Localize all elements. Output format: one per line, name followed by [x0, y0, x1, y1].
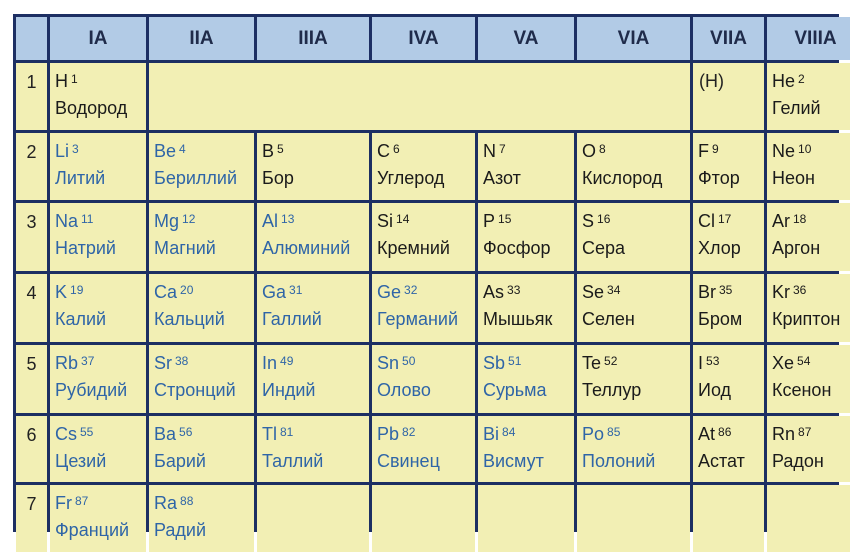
element-cell-f	[693, 133, 764, 200]
atomic-number: 20	[180, 283, 194, 297]
element-name: Индий	[262, 380, 316, 400]
atomic-number: 3	[72, 142, 79, 156]
element-symbol: Sb	[483, 353, 506, 373]
element-name: Калий	[55, 309, 107, 329]
element-symbol-line	[154, 423, 254, 445]
element-symbol-line	[154, 352, 254, 374]
atomic-number: 4	[179, 142, 186, 156]
element-symbol: Mg	[154, 211, 180, 231]
element-symbol: Ra	[154, 493, 178, 513]
element-cell-se	[577, 274, 690, 342]
element-symbol-line	[55, 492, 146, 514]
element-name: Галлий	[262, 309, 322, 329]
element-cell-al	[257, 203, 369, 271]
element-symbol: He	[772, 71, 796, 91]
period-number: 5	[16, 345, 47, 413]
atomic-number: 11	[81, 212, 94, 226]
element-symbol-line	[262, 423, 369, 445]
element-symbol-line	[377, 140, 475, 162]
group-header: VIIA	[693, 17, 764, 60]
atomic-number: 54	[797, 354, 811, 368]
element-symbol-line	[262, 352, 369, 374]
element-symbol-line	[698, 210, 764, 232]
element-symbol-line	[698, 352, 764, 374]
element-symbol-line	[772, 352, 850, 374]
element-name: Бром	[698, 309, 743, 329]
element-cell-na	[50, 203, 146, 271]
element-name: Кальций	[154, 309, 225, 329]
element-symbol-line	[377, 210, 475, 232]
atomic-number: 35	[719, 283, 733, 297]
element-cell-bi	[478, 416, 574, 482]
element-cell-xe	[767, 345, 850, 413]
element-cell-ra	[149, 485, 254, 552]
empty-cell	[257, 485, 369, 552]
element-name: Полоний	[582, 451, 656, 471]
element-cell-cl	[693, 203, 764, 271]
element-symbol: Fr	[55, 493, 72, 513]
element-name: Аргон	[772, 238, 821, 258]
element-symbol: Cs	[55, 424, 77, 444]
element-symbol-line	[262, 140, 369, 162]
element-name: Азот	[483, 168, 521, 188]
atomic-number: 18	[793, 212, 807, 226]
element-name: Криптон	[772, 309, 841, 329]
element-cell-rn	[767, 416, 850, 482]
element-name: Бор	[262, 168, 294, 188]
element-symbol: Sr	[154, 353, 172, 373]
atomic-number: 7	[499, 142, 506, 156]
element-name: Литий	[55, 168, 106, 188]
element-cell-fr	[50, 485, 146, 552]
element-symbol: Ne	[772, 141, 796, 161]
element-symbol: H	[55, 71, 68, 91]
atomic-number: 19	[70, 283, 84, 297]
element-cell-i	[693, 345, 764, 413]
element-symbol: P	[483, 211, 496, 231]
atomic-number: 86	[718, 425, 732, 439]
element-cell-sr	[149, 345, 254, 413]
element-symbol-line	[55, 352, 146, 374]
element-symbol-line	[377, 281, 475, 303]
element-cell-pb	[372, 416, 475, 482]
group-header: IIA	[149, 17, 254, 60]
atomic-number: 16	[597, 212, 611, 226]
element-symbol-line	[582, 140, 690, 162]
element-symbol: C	[377, 141, 390, 161]
element-symbol: Ga	[262, 282, 287, 302]
element-name: Барий	[154, 451, 206, 471]
atomic-number: 6	[393, 142, 400, 156]
element-name: Таллий	[262, 451, 324, 471]
atomic-number: 36	[793, 283, 807, 297]
element-name: Магний	[154, 238, 216, 258]
empty-cell	[693, 485, 764, 552]
element-name: Франций	[55, 520, 130, 540]
element-cell-b	[257, 133, 369, 200]
period-number: 4	[16, 274, 47, 342]
element-name: Натрий	[55, 238, 116, 258]
header-corner	[16, 17, 47, 60]
element-cell-be	[149, 133, 254, 200]
element-cell-li	[50, 133, 146, 200]
atomic-number: 13	[281, 212, 295, 226]
periodic-table	[13, 14, 841, 540]
element-cell-kr	[767, 274, 850, 342]
atomic-number: 53	[706, 354, 720, 368]
element-symbol-line	[582, 281, 690, 303]
empty-cell	[577, 485, 690, 552]
atomic-number: 33	[507, 283, 521, 297]
element-symbol-line	[582, 423, 690, 445]
element-symbol: F	[698, 141, 709, 161]
element-cell-ca	[149, 274, 254, 342]
element-name: Свинец	[377, 451, 440, 471]
element-name: Астат	[698, 451, 745, 471]
element-symbol: Si	[377, 211, 394, 231]
element-symbol-line	[154, 210, 254, 232]
element-cell-ga	[257, 274, 369, 342]
empty-cell	[149, 63, 690, 130]
element-cell-as	[478, 274, 574, 342]
element-symbol: Br	[698, 282, 716, 302]
element-symbol-line	[483, 210, 574, 232]
period-number: 1	[16, 63, 47, 130]
element-symbol: Xe	[772, 353, 795, 373]
period-number: 2	[16, 133, 47, 200]
element-name: Фосфор	[483, 238, 551, 258]
element-cell-si	[372, 203, 475, 271]
element-symbol-line	[772, 140, 850, 162]
element-symbol-line	[582, 210, 690, 232]
atomic-number: 9	[712, 142, 719, 156]
element-symbol-line	[772, 423, 850, 445]
element-symbol: Rn	[772, 424, 796, 444]
element-symbol-line	[154, 492, 254, 514]
atomic-number: 2	[798, 72, 805, 86]
atomic-number: 88	[180, 494, 194, 508]
atomic-number: 51	[508, 354, 522, 368]
element-name: Теллур	[582, 380, 642, 400]
element-symbol: At	[698, 424, 716, 444]
atomic-number: 52	[604, 354, 618, 368]
element-symbol-line	[55, 70, 146, 92]
atomic-number: 87	[75, 494, 89, 508]
period-number: 3	[16, 203, 47, 271]
element-name: Углерод	[377, 168, 445, 188]
element-name: Водород	[55, 98, 128, 118]
element-cell-he	[767, 63, 850, 130]
atomic-number: 55	[80, 425, 94, 439]
element-symbol-line	[483, 140, 574, 162]
group-header: VIIIA	[767, 17, 850, 60]
period-number: 7	[16, 485, 47, 552]
element-name: Сера	[582, 238, 626, 258]
element-cell-sb	[478, 345, 574, 413]
atomic-number: 34	[607, 283, 621, 297]
element-name: Кислород	[582, 168, 663, 188]
element-symbol-line	[55, 423, 146, 445]
element-symbol-line	[698, 423, 764, 445]
element-name: Олово	[377, 380, 431, 400]
atomic-number: 15	[498, 212, 512, 226]
element-cell-o	[577, 133, 690, 200]
element-symbol-line	[55, 281, 146, 303]
element-symbol: I	[698, 353, 704, 373]
element-cell-k	[50, 274, 146, 342]
atomic-number: 84	[502, 425, 516, 439]
atomic-number: 32	[404, 283, 418, 297]
element-cell-te	[577, 345, 690, 413]
atomic-number: 10	[798, 142, 812, 156]
element-cell-at	[693, 416, 764, 482]
group-header: IVA	[372, 17, 475, 60]
element-symbol: Cl	[698, 211, 715, 231]
atomic-number: 12	[182, 212, 196, 226]
atomic-number: 85	[607, 425, 621, 439]
period-number: 6	[16, 416, 47, 482]
element-name: Хлор	[698, 238, 741, 258]
atomic-number: 87	[798, 425, 812, 439]
element-name: Алюминий	[262, 238, 351, 258]
atomic-number: 8	[599, 142, 606, 156]
element-symbol-line	[262, 210, 369, 232]
element-symbol-line	[582, 352, 690, 374]
element-symbol-line	[698, 140, 764, 162]
element-symbol-line	[154, 140, 254, 162]
element-cell-h-group7	[693, 63, 764, 130]
empty-cell	[478, 485, 574, 552]
element-symbol: Al	[262, 211, 279, 231]
element-name: Рубидий	[55, 380, 128, 400]
element-symbol: K	[55, 282, 68, 302]
element-cell-p	[478, 203, 574, 271]
element-name: Цезий	[55, 451, 107, 471]
element-name: Кремний	[377, 238, 450, 258]
atomic-number: 5	[277, 142, 284, 156]
element-cell-mg	[149, 203, 254, 271]
empty-cell	[767, 485, 850, 552]
element-name: Бериллий	[154, 168, 238, 188]
hydrogen-in-group-label: (H)	[699, 71, 724, 91]
element-symbol-line	[772, 281, 850, 303]
group-header: IIIA	[257, 17, 369, 60]
element-name: Иод	[698, 380, 732, 400]
element-name: Германий	[377, 309, 458, 329]
element-symbol-line	[483, 352, 574, 374]
element-symbol: As	[483, 282, 505, 302]
element-name: Неон	[772, 168, 815, 188]
element-cell-ne	[767, 133, 850, 200]
element-symbol-line	[772, 210, 850, 232]
element-symbol-line	[55, 210, 146, 232]
element-cell-c	[372, 133, 475, 200]
element-cell-ge	[372, 274, 475, 342]
element-symbol-line	[483, 423, 574, 445]
element-symbol: Na	[55, 211, 79, 231]
element-symbol: Ca	[154, 282, 178, 302]
atomic-number: 50	[402, 354, 416, 368]
element-symbol: Se	[582, 282, 605, 302]
element-cell-sn	[372, 345, 475, 413]
element-symbol: Li	[55, 141, 70, 161]
group-header: VIA	[577, 17, 690, 60]
element-name: Висмут	[483, 451, 544, 471]
element-cell-br	[693, 274, 764, 342]
element-cell-tl	[257, 416, 369, 482]
atomic-number: 56	[179, 425, 193, 439]
element-cell-s	[577, 203, 690, 271]
element-symbol: Be	[154, 141, 177, 161]
element-symbol: O	[582, 141, 597, 161]
element-cell-cs	[50, 416, 146, 482]
atomic-number: 17	[718, 212, 732, 226]
element-name: Сурьма	[483, 380, 547, 400]
element-symbol: Ar	[772, 211, 790, 231]
element-symbol-line	[772, 70, 850, 92]
element-symbol: Te	[582, 353, 602, 373]
element-symbol: Ba	[154, 424, 177, 444]
element-name: Мышьяк	[483, 309, 553, 329]
element-symbol: B	[262, 141, 275, 161]
element-name: Стронций	[154, 380, 236, 400]
element-symbol-line	[483, 281, 574, 303]
atomic-number: 82	[402, 425, 416, 439]
atomic-number: 38	[175, 354, 189, 368]
element-symbol-line	[55, 140, 146, 162]
element-cell-ar	[767, 203, 850, 271]
element-symbol-line	[698, 281, 764, 303]
element-symbol: Tl	[262, 424, 277, 444]
atomic-number: 49	[280, 354, 294, 368]
element-symbol: Po	[582, 424, 605, 444]
atomic-number: 31	[289, 283, 303, 297]
element-cell-rb	[50, 345, 146, 413]
element-name: Селен	[582, 309, 635, 329]
element-name: Фтор	[698, 168, 740, 188]
element-cell-h	[50, 63, 146, 130]
element-symbol: Ge	[377, 282, 402, 302]
element-symbol-line	[377, 423, 475, 445]
element-name: Ксенон	[772, 380, 832, 400]
element-symbol: Pb	[377, 424, 400, 444]
element-symbol: Rb	[55, 353, 79, 373]
element-name: Гелий	[772, 98, 821, 118]
element-symbol: S	[582, 211, 595, 231]
atomic-number: 81	[280, 425, 294, 439]
element-cell-in	[257, 345, 369, 413]
atomic-number: 1	[71, 72, 78, 86]
element-name: Радон	[772, 451, 824, 471]
element-symbol-line	[377, 352, 475, 374]
element-symbol: Bi	[483, 424, 500, 444]
empty-cell	[372, 485, 475, 552]
element-symbol-line	[262, 281, 369, 303]
element-symbol-line	[154, 281, 254, 303]
element-cell-ba	[149, 416, 254, 482]
element-symbol: N	[483, 141, 496, 161]
element-symbol: Kr	[772, 282, 790, 302]
element-name: Радий	[154, 520, 207, 540]
atomic-number: 37	[81, 354, 95, 368]
element-symbol: In	[262, 353, 278, 373]
atomic-number: 14	[396, 212, 410, 226]
group-header: VA	[478, 17, 574, 60]
element-cell-n	[478, 133, 574, 200]
group-header: IA	[50, 17, 146, 60]
element-symbol: Sn	[377, 353, 400, 373]
element-cell-po	[577, 416, 690, 482]
